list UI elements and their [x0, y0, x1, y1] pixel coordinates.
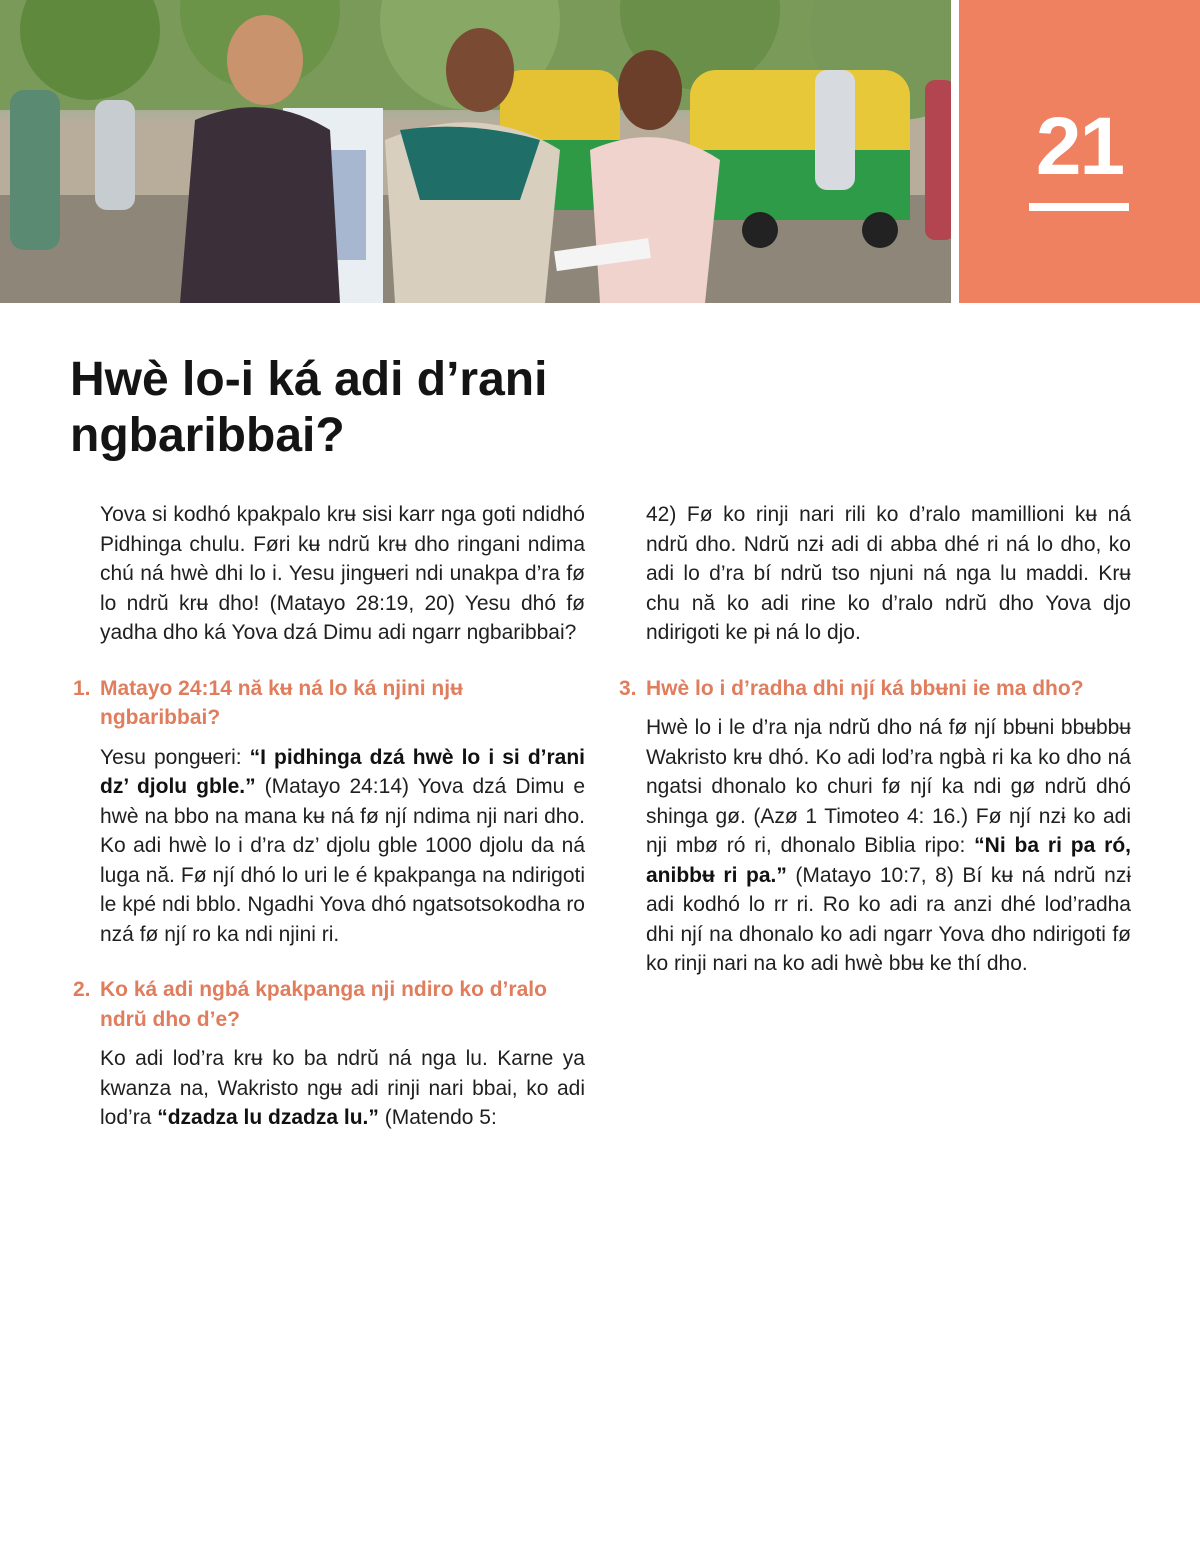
page-title: Hwè lo-i ká adi d’rani ngbaribbai?: [70, 353, 548, 462]
answer-text: (Matendo 5:: [378, 1106, 497, 1129]
question-text: Ko ká adi ngbá kpakpanga nji ndiro ko d’ralo ndrŭ dho d’e?: [100, 978, 547, 1031]
answer-quote: “I pidhinga dzá hwè lo i si d’rani dz’ djolu gble.”: [100, 745, 585, 798]
lesson-number: 21: [1035, 101, 1124, 192]
question-text: Matayo 24:14 nă kʉ ná lo ká njini njʉ ngbaribbai?: [100, 676, 463, 729]
answer-2-part-1: [100, 1044, 585, 1133]
answer-1: [100, 743, 585, 950]
answer-text: (Matayo 24:14) Yova dzá Dimu e hwè na bbo na mana kʉ ná fø njí ndima nji nari dho. Ko adi hwè lo i d’ra dz’ djolu gble 1000 djolu da ná luga nă. Fø njí dhó lo uri le é kpakpanga na ndirigoti le kpé ndi bblo. Ngadhi Yova dhó ngatsotsokodha ro nzá fø njí ro ka ndi njini ri.: [100, 775, 586, 946]
question-text: Hwè lo i d’radha dhi njí ká bbʉni ie ma dho?: [646, 676, 1084, 700]
left-column: [73, 500, 585, 1133]
answer-text: (Matayo 10:7, 8) Bí kʉ ná ndrŭ nzɨ adi kodhó lo rr ri. Ro ko adi ra anzi dhé lod’radha dhi njí na dhonalo ko adi ngarr Yova dho ndirigoti fø ko rinji nari na ko adi hwè bbʉ ke thí dho.: [646, 863, 1131, 975]
street-witnessing-photo: [0, 0, 951, 303]
answer-text: Yesu pongʉeri:: [100, 745, 250, 769]
answer-text: Ko adi lod’ra krʉ ko ba ndrŭ ná nga lu. Karne ya kwanza na, Wakristo ngʉ adi rinji nari bbai, ko adi lod’ra: [100, 1047, 585, 1129]
question-number: 2.: [73, 978, 91, 1001]
question-number: 3.: [619, 676, 637, 700]
answer-3: [646, 713, 1131, 979]
intro-paragraph: Yova si kodhó kpakpalo krʉ sisi karr nga goti ndidhó Pidhinga chulu. Føri kʉ ndrŭ krʉ dho ringani ndima chú ná hwè dhi lo i. Yesu jingʉeri ndi unakpa d’ra fø lo ndrŭ krʉ dho! (Matayo 28:19, 20) Yesu dhó fø yadha dho ká Yova dzá Dimu adi ngarr ngbaribbai?: [100, 503, 585, 644]
header-photo: [0, 0, 951, 303]
answer-quote: “dzadza lu dzadza lu.”: [157, 1106, 379, 1129]
question-number: 1.: [73, 676, 91, 700]
right-column: [619, 500, 1131, 979]
question-3: [619, 674, 1131, 704]
answer-quote: “Ni ba ri pa ró, anibbʉ ri pa.”: [646, 834, 1131, 887]
lesson-number-underline: [1029, 203, 1129, 211]
question-1: [73, 674, 585, 733]
question-2: [73, 975, 585, 1034]
answer-text: Hwè lo i le d’ra nja ndrŭ dho ná fø njí bbʉni bbʉbbʉ Wakristo krʉ dhó. Ko adi lod’ra ngbà ri ka ko dho ná ngatsi dhonalo ko churi fø njí ka ndi gø ndrŭ dhó shinga gø. (Azø 1 Timoteo 4: 16.) Fø njí nzɨ ko adi nji mbø ró ri, dhonalo Biblia ripo:: [646, 716, 1131, 857]
answer-2-part-2: 42) Fø ko rinji nari rili ko d’ralo mamillioni kʉ ná ndrŭ dho. Ndrŭ nzɨ adi di abba dhé ri ná lo dho, ko adi lo d’ra bí ndrŭ tso njuni ná nga lu maddi. Krʉ chu nă ko adi rine ko d’ralo ndrŭ dho Yova djo ndirigoti ke pɨ ná lo djo.: [646, 503, 1131, 644]
lesson-number-box: [959, 0, 1200, 303]
